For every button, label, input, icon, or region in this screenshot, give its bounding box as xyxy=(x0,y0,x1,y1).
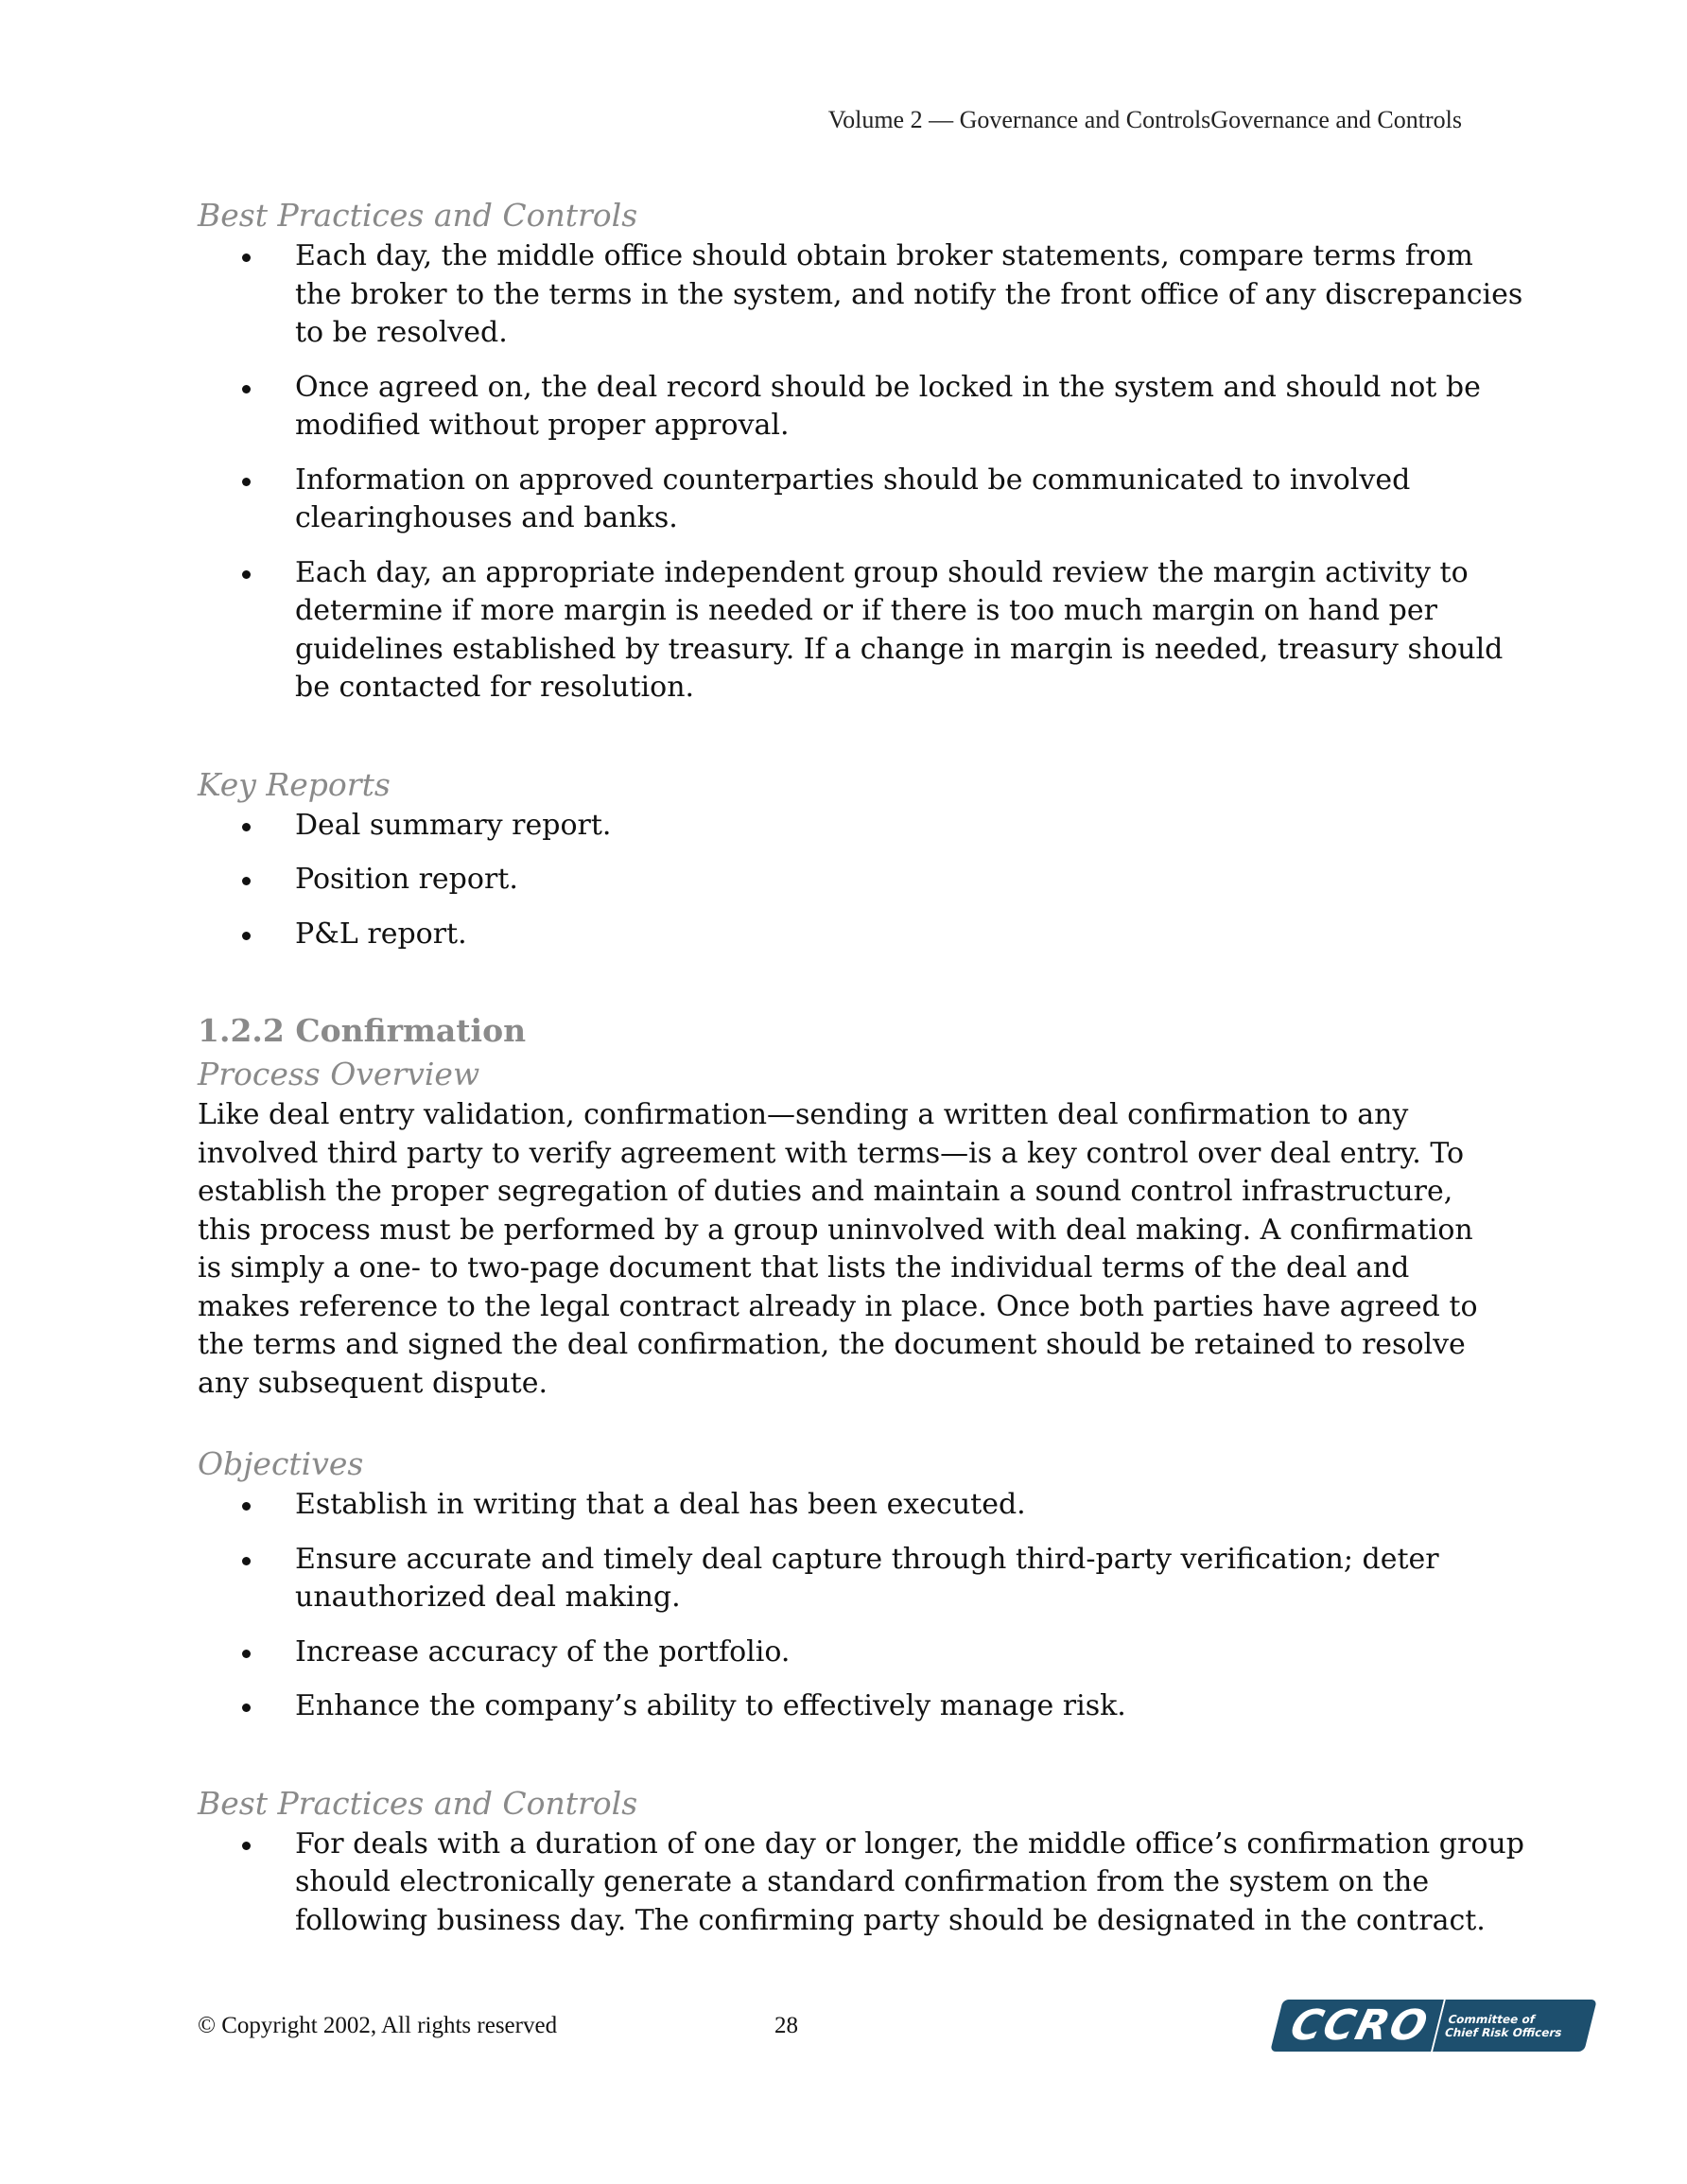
list-item-text: Each day, the middle office should obtain broker statements, compare terms from the broker to the terms in the system, and notify the front office of any discrepancies to be resolved. xyxy=(295,239,1523,349)
bullet-icon xyxy=(242,877,251,885)
list-item xyxy=(198,1541,1524,1617)
list-item-text: For deals with a duration of one day or longer, the middle office’s confirmation group should electronically generate a standard confirmation from the system on the following business day. The confirming party should be designated in the contract. xyxy=(295,1826,1524,1937)
objectives-heading: Objectives xyxy=(198,1445,364,1482)
bullet-icon xyxy=(242,253,251,262)
bullet-icon xyxy=(242,932,251,940)
best-practices-list xyxy=(198,237,1523,708)
list-item xyxy=(198,861,1524,900)
copyright-notice: © Copyright 2002, All rights reserved xyxy=(198,2013,558,2038)
best-practices-heading: Best Practices and Controls xyxy=(198,197,638,234)
process-overview-heading: Process Overview xyxy=(198,1056,480,1092)
key-reports-list xyxy=(198,807,1484,954)
list-item xyxy=(198,1687,1524,1726)
process-overview-paragraph: Like deal entry validation, confirmation—sending a written deal confirmation to any involved third party to verify agreement with terms—is a key control over deal entry. To establish the proper segregation of duties and maintain a sound control infrastructure, this process must be performed by a group uninvolved with deal making. A confirmation is simply a one- to two-page document that lists the individual terms of the deal and makes reference to the legal contract already in place. Once both parties have agreed to the terms and signed the deal confirmation, the document should be retained to resolve any subsequent dispute. xyxy=(198,1098,1478,1400)
list-item-text: Deal summary report. xyxy=(295,808,612,842)
logo-subtitle-line2: Chief Risk Officers xyxy=(1443,2025,1564,2039)
section-title: 1.2.2 Confirmation xyxy=(198,1012,527,1049)
bullet-icon xyxy=(242,1557,251,1565)
list-item xyxy=(198,916,1524,954)
list-item xyxy=(198,369,1524,446)
best-practices-heading-2: Best Practices and Controls xyxy=(198,1784,638,1822)
list-item xyxy=(198,807,1524,846)
best-practices-list-2 xyxy=(198,1826,1524,1941)
bullet-icon xyxy=(242,570,251,579)
list-item xyxy=(198,237,1524,353)
bullet-icon xyxy=(242,385,251,393)
ccro-logo xyxy=(1270,2000,1597,2052)
bullet-icon xyxy=(242,1704,251,1712)
list-item xyxy=(198,554,1524,708)
bullet-icon xyxy=(242,478,251,486)
logo-subtitle-line1: Committee of xyxy=(1446,2012,1537,2026)
list-item-text: P&L report. xyxy=(295,917,467,951)
bullet-icon xyxy=(242,1842,251,1850)
bullet-icon xyxy=(242,1650,251,1658)
list-item-text: Once agreed on, the deal record should be locked in the system and should not be modified without proper approval. xyxy=(295,370,1481,442)
running-header: Volume 2 — Governance and ControlsGovernance and Controls xyxy=(827,106,1462,133)
list-item-text: Establish in writing that a deal has been executed. xyxy=(295,1488,1026,1521)
list-item-text: Ensure accurate and timely deal capture through third-party verification; deter unauthorized deal making. xyxy=(295,1542,1439,1614)
key-reports-heading: Key Reports xyxy=(198,765,391,803)
list-item-text: Position report. xyxy=(295,863,518,896)
page-number: 28 xyxy=(774,2013,798,2038)
list-item-text: Enhance the company’s ability to effectively manage risk. xyxy=(295,1689,1126,1722)
bullet-icon xyxy=(242,823,251,831)
bullet-icon xyxy=(242,1502,251,1511)
list-item-text: Information on approved counterparties should be communicated to involved clearinghouses and banks. xyxy=(295,463,1411,534)
logo-wordmark: CCRO xyxy=(1270,2000,1444,2052)
list-item xyxy=(198,1826,1524,1941)
logo-subtitle xyxy=(1431,2000,1597,2052)
list-item xyxy=(198,1634,1524,1672)
list-item xyxy=(198,1486,1524,1525)
list-item xyxy=(198,462,1524,538)
list-item-text: Each day, an appropriate independent group should review the margin activity to determine if more margin is needed or if there is too much margin on hand per guidelines established by treasury. If a change in margin is needed, treasury should be contacted for resolution. xyxy=(295,555,1504,704)
objectives-list xyxy=(198,1486,1484,1726)
list-item-text: Increase accuracy of the portfolio. xyxy=(295,1634,791,1669)
page-content xyxy=(198,194,1524,1956)
